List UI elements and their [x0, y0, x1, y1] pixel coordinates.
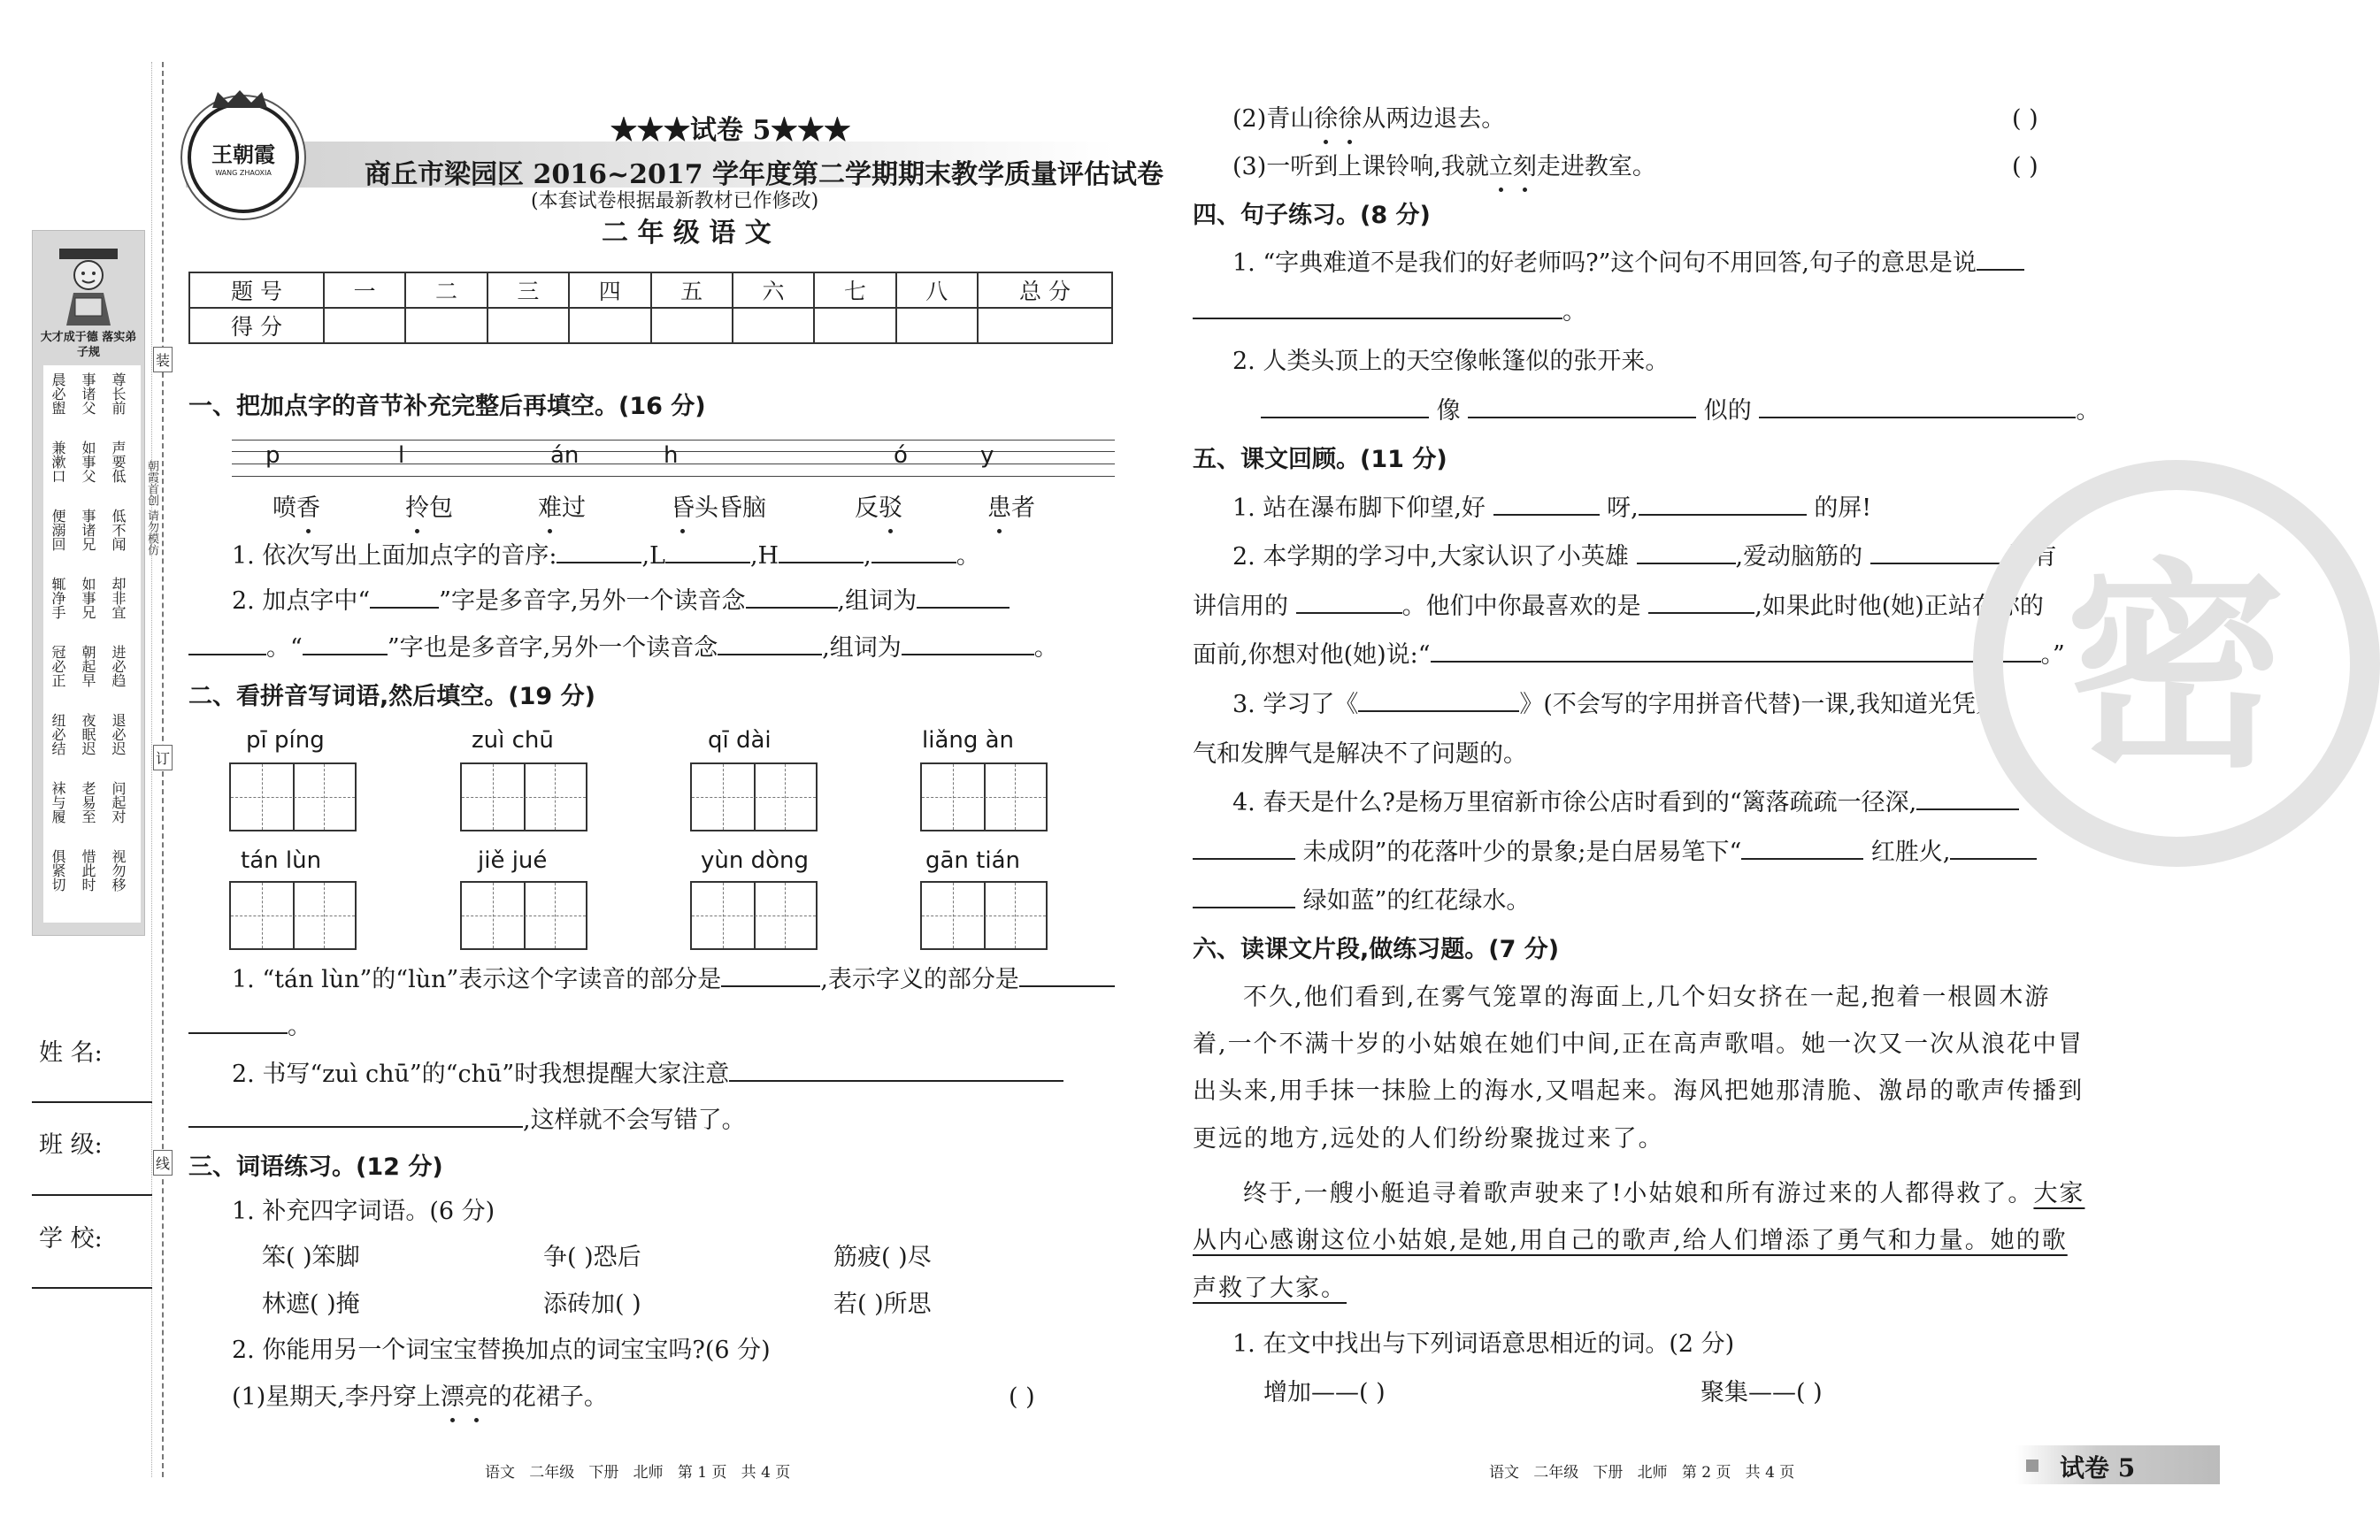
motto-column: 低不闻 [110, 509, 127, 551]
s1-q1: 1. 依次写出上面加点字的音序: ,L ,H , 。 [232, 539, 980, 574]
char-grid[interactable] [690, 762, 818, 831]
section2-title: 二、看拼音写词语,然后填空。(19 分) [188, 683, 595, 710]
s3-answer-2[interactable]: ( ) [2012, 105, 2038, 133]
pinyin-tan-lun: tán lùn [241, 847, 322, 874]
class-field[interactable] [32, 1194, 152, 1196]
grade-subject: 二 年 级 语 文 [602, 218, 772, 249]
motto-column: 冠必正 [50, 645, 66, 687]
s5-q3-l2: 气和发脾气是解决不了问题的。 [1193, 740, 1527, 768]
motto-column: 老易至 [80, 781, 96, 824]
pinyin-2: l [398, 442, 405, 469]
section6-title: 六、读课文片段,做练习题。(7 分) [1193, 936, 1560, 963]
pinyin-4: h [664, 442, 679, 469]
idiom-4: 林遮( )掩 [262, 1291, 360, 1318]
score-col: 题 号 [189, 272, 324, 308]
section4-title: 四、句子练习。(8 分) [1193, 202, 1431, 229]
motto-column: 如事兄 [80, 577, 96, 619]
watermark-char: 密 [2065, 537, 2286, 797]
score-col: 总 分 [978, 272, 1112, 308]
s4-q2: 2. 人类头顶上的天空像帐篷似的张开来。 [1232, 348, 1670, 375]
word-1: 喷香 [273, 491, 320, 526]
char-grid[interactable] [690, 881, 818, 950]
pinyin-5: ó [894, 442, 908, 469]
score-cell[interactable] [733, 308, 814, 343]
passage-line-5: 终于,一艘小艇追寻着歌声驶来了!小姑娘和所有游过来的人都得救了。大家 [1243, 1180, 2085, 1207]
s3-answer-3[interactable]: ( ) [2012, 153, 2038, 180]
motto-column: 事诸父 [80, 372, 96, 415]
s3-sentence-1: (1)星期天,李丹穿上漂亮的花裙子。 [232, 1380, 608, 1415]
watermark-seal [1973, 460, 2380, 867]
motto-panel [32, 230, 145, 936]
s2-q2-cont: ,这样就不会写错了。 [188, 1103, 746, 1138]
pinyin-qi-dai: qī dài [708, 727, 772, 754]
s3-q2: 2. 你能用另一个词宝宝替换加点的词宝宝吗?(6 分) [232, 1337, 771, 1364]
name-label: 姓 名: [39, 1039, 103, 1067]
motto-column: 俱紧切 [50, 849, 66, 892]
char-grid[interactable] [229, 881, 357, 950]
binding-dashed-line-2 [151, 62, 152, 1477]
s5-q4-l2: 未成阴”的花落叶少的景象;是白居易笔下“ 红胜火, [1193, 835, 2037, 870]
score-cell[interactable] [488, 308, 569, 343]
s1-q2-cont: 。“ ”字也是多音字,另外一个读音念 ,组词为 。 [188, 631, 1058, 666]
page-badge-text: 试卷 5 [2060, 1453, 2136, 1483]
paper-number: ★★★试卷 5★★★ [610, 115, 851, 146]
school-field[interactable] [32, 1287, 152, 1289]
idiom-2: 争( )恐后 [543, 1244, 641, 1271]
section5-title: 五、课文回顾。(11 分) [1193, 446, 1447, 473]
s6-q1: 1. 在文中找出与下列词语意思相近的词。(2 分) [1232, 1330, 1735, 1358]
score-header-row [189, 272, 1112, 308]
crown-icon [209, 88, 271, 110]
pinyin-yun-dong: yùn dòng [701, 847, 810, 874]
motto-column: 袜与履 [50, 781, 66, 824]
motto-column: 晨必盥 [50, 372, 66, 415]
footer-right: 语文 二年级 下册 北师 第 2 页 共 4 页 [1489, 1464, 1795, 1482]
score-cell[interactable] [978, 308, 1112, 343]
s3-sentence-2: (2)青山徐徐从两边退去。 [1232, 102, 1505, 137]
score-cell[interactable] [814, 308, 895, 343]
s4-q2-fill: 像 似的 。 [1261, 394, 2100, 429]
passage-line-4: 更远的地方,远处的人们纷纷聚拢过来了。 [1193, 1125, 1664, 1153]
passage-line-2: 着,一个不满十岁的小姑娘在她们中间,正在高声歌唱。她一次又一次从浪花中冒 [1193, 1030, 2084, 1058]
s5-q4-l3: 绿如蓝”的红花绿水。 [1193, 884, 1530, 919]
score-col: 三 [488, 272, 569, 308]
word-5: 反驳 [855, 491, 902, 526]
exam-title: 商丘市梁园区 2016~2017 学年度第二学期期末教学质量评估试卷 [365, 159, 1164, 190]
char-grid[interactable] [460, 762, 587, 831]
logo-text: 王朝霞 [211, 142, 275, 167]
passage-line-6: 从内心感谢这位小姑娘,是她,用自己的歌声,给人们增添了勇气和力量。她的歌 [1193, 1227, 2068, 1254]
section1-title: 一、把加点字的音节补充完整后再填空。(16 分) [188, 393, 706, 420]
pinyin-pi-ping: pī píng [246, 727, 325, 754]
s5-q2-l3: 面前,你想对他(她)说:“ 。” [1193, 638, 2065, 673]
score-cell[interactable] [405, 308, 487, 343]
copyright-note: 朝霞首创 请勿模仿 [145, 460, 158, 556]
s5-q4: 4. 春天是什么?是杨万里宿新市徐公店时看到的“篱落疏疏一径深, [1232, 785, 2019, 821]
section3-title: 三、词语练习。(12 分) [188, 1153, 443, 1181]
cut-mark-3: 线 [153, 1150, 173, 1176]
cut-mark-2: 订 [153, 745, 173, 770]
score-col: 六 [733, 272, 814, 308]
score-col: 二 [405, 272, 487, 308]
s2-q1-cont: 。 [188, 1009, 311, 1045]
badge-dots-icon [2026, 1460, 2038, 1472]
score-cell[interactable] [896, 308, 978, 343]
s5-q1: 1. 站在瀑布脚下仰望,好 呀, 的屏! [1232, 491, 1871, 526]
score-cell[interactable] [569, 308, 650, 343]
score-col: 八 [896, 272, 978, 308]
s3-answer-1[interactable]: ( ) [1009, 1383, 1035, 1411]
pinyin-1: p [265, 442, 280, 469]
pinyin-3: án [550, 442, 580, 469]
score-col: 七 [814, 272, 895, 308]
char-grid[interactable] [920, 881, 1048, 950]
idiom-1: 笨( )笨脚 [262, 1244, 360, 1271]
word-4: 昏头昏脑 [671, 491, 766, 526]
class-label: 班 级: [39, 1131, 103, 1159]
score-col: 五 [651, 272, 733, 308]
score-cell[interactable] [651, 308, 733, 343]
logo-sub: WANG ZHAOXIA [215, 169, 272, 177]
motto-column: 纽必结 [50, 713, 66, 755]
score-col: 四 [569, 272, 650, 308]
motto-column: 夜眠迟 [80, 713, 96, 755]
scholar-figure-icon [49, 241, 128, 326]
s4-q1: 1. “字典难道不是我们的好老师吗?”这个问句不用回答,句子的意思是说 [1232, 246, 2024, 281]
pinyin-zui-chu: zuì chū [472, 727, 554, 754]
logo-badge [188, 102, 299, 213]
motto-top: 大才成于德 落实弟子规 [40, 331, 137, 359]
school-label: 学 校: [39, 1225, 103, 1253]
motto-column: 如事父 [80, 441, 96, 483]
cut-mark-1: 装 [153, 347, 173, 372]
char-grid[interactable] [460, 881, 587, 950]
motto-column: 兼漱口 [50, 441, 66, 483]
motto-column: 惜此时 [80, 849, 96, 892]
name-field[interactable] [32, 1101, 152, 1103]
passage-line-1: 不久,他们看到,在雾气笼罩的海面上,几个妇女挤在一起,抱着一根圆木游 [1243, 984, 2051, 1011]
score-value-row [189, 308, 1112, 343]
motto-column: 问起对 [110, 781, 127, 824]
word-6: 患者 [987, 491, 1035, 526]
s1-q2: 2. 加点字中“ ”字是多音字,另外一个读音念 ,组词为 [232, 584, 1010, 619]
motto-column: 退必迟 [110, 713, 127, 755]
passage-line-7: 声救了大家。 [1193, 1275, 1347, 1302]
motto-column: 朝起早 [80, 645, 96, 687]
char-grid[interactable] [229, 762, 357, 831]
word-3: 难过 [538, 491, 586, 526]
motto-column: 事诸兄 [80, 509, 96, 551]
motto-column: 便溺回 [50, 509, 66, 551]
motto-column: 进必趋 [110, 645, 127, 687]
s5-q2: 2. 本学期的学习中,大家认识了小英雄 ,爱动脑筋的 ,还有 [1232, 540, 2056, 575]
pinyin-liang-an: liǎng àn [922, 727, 1015, 754]
motto-column: 声要低 [110, 441, 127, 483]
score-cell[interactable] [324, 308, 405, 343]
idiom-3: 筋疲( )尽 [833, 1244, 932, 1271]
motto-columns [43, 365, 141, 923]
score-col: 一 [324, 272, 405, 308]
motto-column: 尊长前 [110, 372, 127, 415]
motto-column: 却非宜 [110, 577, 127, 619]
score-table [188, 272, 1113, 344]
page-badge [2015, 1445, 2220, 1484]
s3-sentence-3: (3)一听到上课铃响,我就立刻走进教室。 [1232, 149, 1656, 185]
score-row-label: 得 分 [189, 308, 324, 343]
exam-subtitle: (本套试卷根据最新教材已作修改) [531, 190, 819, 212]
motto-column: 辄净手 [50, 577, 66, 619]
s5-q2-l2: 讲信用的 。他们中你最喜欢的是 ,如果此时他(她)正站在你的 [1193, 589, 2044, 624]
s3-q1: 1. 补充四字词语。(6 分) [232, 1198, 495, 1225]
passage-line-3: 出头来,用手抹一抹脸上的海水,又唱起来。海风把她那清脆、激昂的歌声传播到 [1193, 1077, 2084, 1105]
word-2: 拎包 [405, 491, 453, 526]
idiom-6: 若( )所思 [833, 1291, 932, 1318]
pinyin-6: y [980, 442, 994, 469]
motto-column: 视勿移 [110, 849, 127, 892]
s5-q3: 3. 学习了《 》(不会写的字用拼音代替)一课,我知道光凭力 [1232, 687, 2000, 723]
idiom-5: 添砖加( ) [543, 1291, 641, 1318]
s6-word-1[interactable]: 增加——( ) [1263, 1379, 1386, 1406]
pinyin-jie-jue: jiě jué [478, 847, 548, 874]
pinyin-gan-tian: gān tián [925, 847, 1021, 874]
s2-q2: 2. 书写“zuì chū”的“chū”时我想提醒大家注意 [232, 1057, 1063, 1092]
footer-left: 语文 二年级 下册 北师 第 1 页 共 4 页 [485, 1464, 791, 1482]
s4-q1-cont: 。 [1193, 295, 1586, 330]
s6-word-2[interactable]: 聚集——( ) [1701, 1379, 1823, 1406]
char-grid[interactable] [920, 762, 1048, 831]
s2-q1: 1. “tán lùn”的“lùn”表示这个字读音的部分是 ,表示字义的部分是 [232, 962, 1115, 998]
